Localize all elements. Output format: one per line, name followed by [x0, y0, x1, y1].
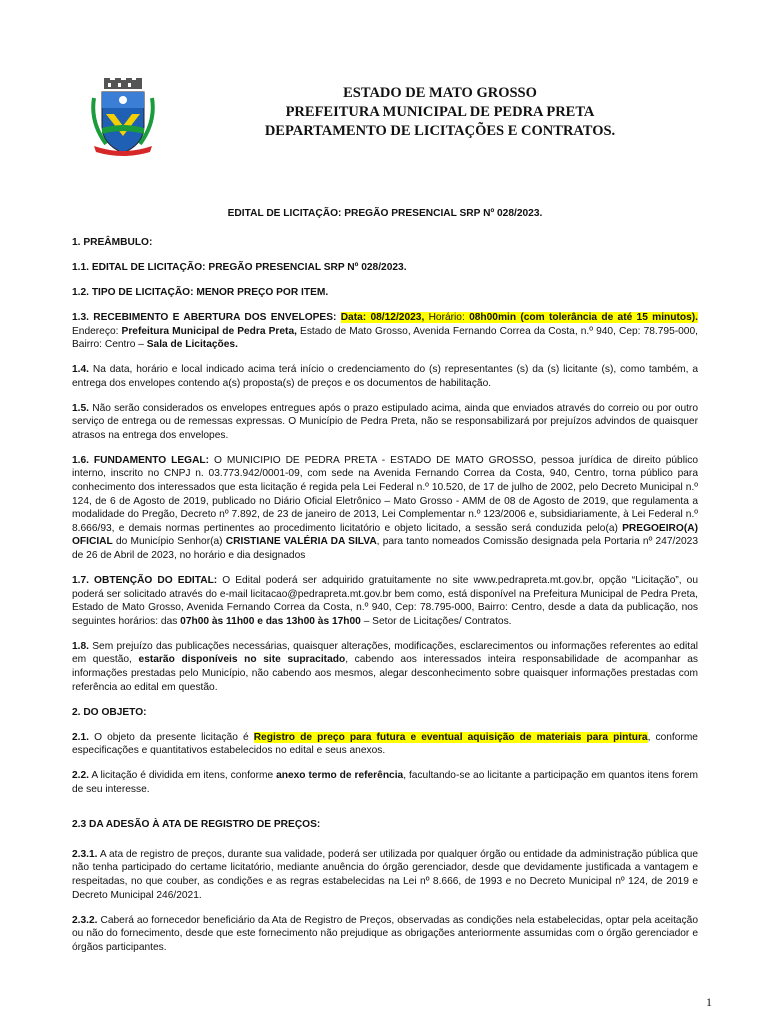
document-body: [72, 236, 698, 966]
clause-2-1: 2.1. O objeto da presente licitação é Registro de preço para futura e eventual aquisição de materiais para pintura, conforme especificações e quantitativos estabelecidos no edital e seus anexos.: [72, 731, 698, 757]
clause-2-3-1: 2.3.1. A ata de registro de preços, durante sua validade, poderá ser utilizada por qualquer órgão ou entidade da administração pública que não tenha participado do certame licitatório, mediante anuência do órgão gerenciador, desde que devidamente justificada a vantagem e respeitadas, no que couber, as condições e as regras estabelecidas na Lei nº 8.666, de 1993 e no Decreto Municipal nº 124, de 2019 e Decreto Municipal 246/2021.: [72, 848, 698, 901]
section-heading-objeto: 2. DO OBJETO:: [72, 706, 147, 718]
document-title: EDITAL DE LICITAÇÃO: PREGÃO PRESENCIAL SRP Nº 028/2023.: [227, 208, 543, 219]
clause-1-3: 1.3. RECEBIMENTO E ABERTURA DOS ENVELOPES: Data: 08/12/2023, Horário: 08h00min (com tolerância de até 15 minutos). Endereço: Prefeitura Municipal de Pedra Preta, Estado de Mato Grosso, Avenida Fernando Correa da Costa, n.º 940, Cep: 78.795-000, Bairro: Centro – Sala de Licitações.: [72, 311, 698, 351]
clause-1-7: 1.7. OBTENÇÃO DO EDITAL: O Edital poderá ser adquirido gratuitamente no site www.pedrapreta.mt.gov.br, opção “Licitação”, ou poderá ser solicitado através do e-mail licitacao@pedrapreta.mt.gov.br bem como, está disponível na Prefeitura Municipal de Pedra Preta, Estado de Mato Grosso, Avenida Fernando Correa da Costa, n.º 940, Cep: 78.795-000, Bairro: Centro, desde a data da publicação, nos seguintes horários: das 07h00 às 11h00 e das 13h00 às 17h00 – Setor de Licitações/ Contratos.: [72, 575, 699, 627]
clause-label: 1.3. RECEBIMENTO E ABERTURA DOS ENVELOPES:: [72, 311, 337, 323]
municipal-coat-of-arms-icon: [88, 78, 158, 156]
clause-1-4: 1.4. Na data, horário e local indicado acima terá início o credenciamento do (s) representantes (s) da (s) licitante (s), como também, a entrega dos envelopes contendo a(s) proposta(s) de preços e os documentos de habilitação.: [72, 364, 698, 389]
section-heading-preambulo: 1. PREÂMBULO:: [72, 237, 153, 248]
highlight-date: Data: 08/12/2023, Horário: 08h00min (com tolerância de até 15 minutos).: [340, 311, 698, 323]
clause-1-1: 1.1. EDITAL DE LICITAÇÃO: PREGÃO PRESENCIAL SRP Nº 028/2023.: [72, 261, 407, 273]
page-number: 1: [706, 995, 712, 1009]
letterhead: [0, 78, 770, 158]
clause-2-2: 2.2. A licitação é dividida em itens, conforme anexo termo de referência, facultando-se ao licitante a participação em quantos itens forem de seu interesse.: [72, 770, 698, 795]
clause-1-5: 1.5. Não serão considerados os envelopes entregues após o prazo estipulado acima, ainda que enviados através do correio ou por outro serviço de entrega ou de remessas expressas. O Município de Pedra Preta, não se responsabilizará por prejuízos advindos de quaisquer atrasos na entrega dos envelopes.: [72, 402, 698, 441]
header-state: ESTADO DE MATO GROSSO: [343, 85, 537, 101]
clause-1-6: 1.6. FUNDAMENTO LEGAL: O MUNICIPIO DE PEDRA PRETA - ESTADO DE MATO GROSSO, pessoa jurídica de direito público interno, inscrito no CNPJ n. 03.773.942/0001-09, com sede na Avenida Fernando Correa da Costa, 940, Centro, torna público para conhecimento dos interessados que esta licitação é regida pela Lei Federal n.º 10.520, de 17 de julho de 2002, pelo Decreto Municipal n.º 124, de 6 de Agosto de 2019, publicado no Diário Oficial Eletrônico – Mato Grosso - AMM de 08 de Agosto de 2019, que regulamenta a modalidade do Pregão, Decreto nº 7.892, de 23 de janeiro de 2013, Lei Complementar n.º 123/2006 e, subsidiariamente, à Lei Federal n.º 8.666/93, e demais normas pertinentes ao procedimento licitatório e objeto licitado, a sessão será conduzida pelo(a) PREGOEIRO(A) OFICIAL do Município Senhor(a) CRISTIANE VALÉRIA DA SILVA, para tanto nomeados Comissão designada pela Portaria nº 247/2023 de 26 de Abril de 2023, no horário e dia designados: [72, 454, 699, 562]
clause-2-3-2: 2.3.2. Caberá ao fornecedor beneficiário da Ata de Registro de Preços, observadas as condições nela estabelecidas, optar pela aceitação ou não do fornecimento, desde que este fornecimento não prejudique as obrigações anteriormente assumidas com o órgão gerenciador e órgãos participantes.: [72, 914, 698, 953]
header-municipality: PREFEITURA MUNICIPAL DE PEDRA PRETA: [285, 104, 595, 120]
clause-1-2: 1.2. TIPO DE LICITAÇÃO: MENOR PREÇO POR ITEM.: [72, 286, 329, 298]
header-department: DEPARTAMENTO DE LICITAÇÕES E CONTRATOS.: [264, 123, 616, 139]
clause-1-8: 1.8. Sem prejuízo das publicações necessárias, quaisquer alterações, modificações, esclarecimentos ou informações referentes ao edital em questão, estarão disponíveis no site supracitado, cabendo aos interessados inteira responsabilidade de acompanhar as informações prestadas pelo Município, não cabendo aos mesmos, alegar desconhecimento sobre quaisquer informações prestadas com referência ao edital em questão.: [72, 640, 698, 693]
letterhead-text: [200, 84, 680, 141]
section-heading-adesao: 2.3 DA ADESÃO À ATA DE REGISTRO DE PREÇOS:: [72, 819, 321, 831]
highlight-object: Registro de preço para futura e eventual aquisição de materiais para pintura: [253, 731, 648, 743]
